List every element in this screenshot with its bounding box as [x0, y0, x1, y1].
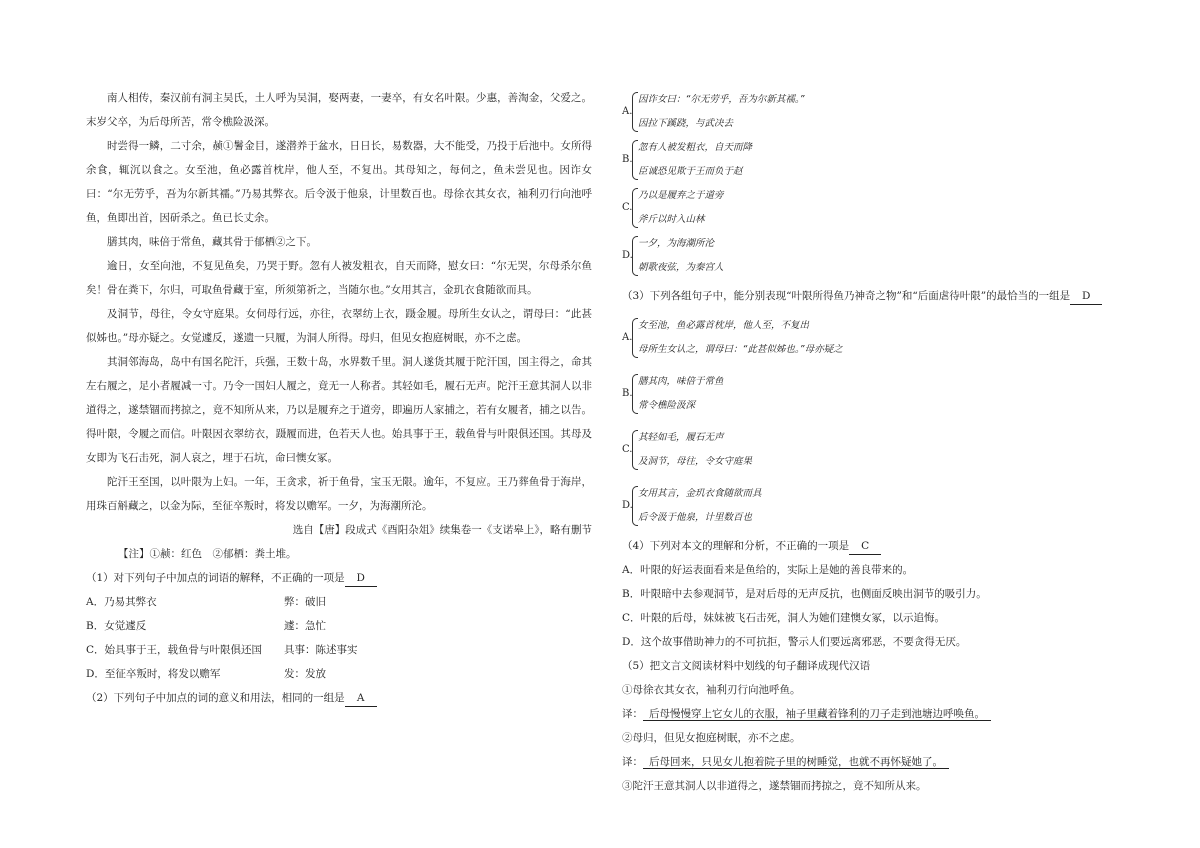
question-1-stem: （1）对下列句子中加点的词语的解释，不正确的一项是 D — [86, 566, 592, 590]
answer-blank: D — [345, 570, 377, 587]
question-1-option: A．乃易其弊衣 弊：破旧 — [86, 596, 326, 608]
question-5-stem: （5）把文言文阅读材料中划线的句子翻译成现代汉语 — [622, 660, 871, 672]
passage-paragraph: 南人相传，秦汉前有洞主吴氏，土人呼为吴洞，娶两妻，一妻卒，有女名叶限。少惠，善淘金，父爱之。末岁父卒，为后母所苦，常令樵险汲深。 — [86, 92, 592, 128]
question-4-option: C．叶限的后母，妹妹被飞石击死，洞人为她们建懊女冢，以示追悔。 — [622, 612, 946, 624]
source-citation: 选自【唐】段成式《酉阳杂俎》续集卷一《支诺皋上》，略有删节 — [292, 524, 592, 536]
question-1-option: C．始具事于王，载鱼骨与叶限俱还国 具事：陈述事实 — [86, 644, 358, 656]
question-3-option-group: D. 女用其言，金玑衣食随欲而具 后令汲于他泉，计里数百也 — [622, 482, 1134, 530]
question-3-option-group: A. 女至池，鱼必露首枕岸，他人至，不复出 母所生女认之，谓母曰：“此甚似姊也。”母亦疑之 — [622, 314, 1134, 362]
passage-paragraph: 逾日，女至向池，不复见鱼矣，乃哭于野。忽有人被发粗衣，自天而降，慰女曰：“尔无哭，尔母杀尔鱼矣！骨在粪下，尔归，可取鱼骨藏于室，所须第祈之，当随尔也。”女用其言，金玑衣食随欲而具。 — [86, 260, 592, 296]
answer-blank: A — [345, 690, 377, 707]
right-column — [622, 88, 1134, 798]
question-4-option: D．这个故事借助神力的不可抗拒，警示人们要远离邪恶，不要贪得无厌。 — [622, 636, 967, 648]
question-4-stem: （4）下列对本文的理解和分析，不正确的一项是 C — [622, 534, 1134, 558]
question-2-option-group: D. 一夕，为海潮所沦 朝歌夜弦，为秦宫人 — [622, 232, 1134, 280]
passage-paragraph: 膳其肉，味倍于常鱼，藏其骨于郁栖②之下。 — [107, 236, 317, 248]
left-column — [86, 86, 592, 710]
translation-answer: 译： 后母回来，只见女儿抱着院子里的树睡觉，也就不再怀疑她了。 — [622, 750, 1134, 774]
passage-paragraph: 时尝得一鳞，二寸余，赪①鬐金目，遂潜养于盆水，日日长，易数器，大不能受，乃投于后池中。女所得余食，辄沉以食之。女至池，鱼必露首枕岸，他人至，不复出。其母知之，每伺之，鱼未尝见也。因诈女曰：“尔无劳乎，吾为尔新其襦。”乃易其弊衣。后令汲于他泉，计里数百也。母徐衣其女衣，袖利刃行向池呼鱼，鱼即出首，因斫杀之。鱼已长丈余。 — [86, 140, 592, 224]
question-1-option: B．女觉遽反 遽：急忙 — [86, 620, 326, 632]
translation-sentence: ③陀汗王意其洞人以非道得之，遂禁锢而拷掠之，竟不知所从来。 — [622, 780, 927, 792]
answer-blank: D — [1070, 288, 1102, 305]
question-2-option-group: B. 忽有人被发粗衣，自天而降 臣诚恐见欺于王而负于赵 — [622, 136, 1134, 184]
annotation-note: 【注】①赪：红色 ②郁栖：粪土堆。 — [118, 548, 297, 560]
question-4-option: B．叶限暗中去参观洞节，是对后母的无声反抗，也侧面反映出洞节的吸引力。 — [622, 588, 987, 600]
translation-answer: 译： 后母慢慢穿上它女儿的衣服，袖子里藏着锋利的刀子走到池塘边呼唤鱼。 — [622, 702, 1134, 726]
question-4-option: A．叶限的好运表面看来是鱼给的，实际上是她的善良带来的。 — [622, 564, 914, 576]
question-3-option-group: C. 其轻如毛，履石无声 及洞节，母往，令女守庭果 — [622, 426, 1134, 474]
answer-blank: C — [849, 538, 881, 555]
question-2-option-group: C. 乃以是履弃之于道旁 斧斤以时入山林 — [622, 184, 1134, 232]
question-3-option-group: B. 膳其肉，味倍于常鱼 常令樵险汲深 — [622, 370, 1134, 418]
passage-paragraph: 陀汗王至国，以叶限为上妇。一年，王贪求，祈于鱼骨，宝玉无限。逾年，不复应。王乃葬鱼骨于海岸，用珠百斛藏之，以金为际，至征卒叛时，将发以赡军。一夕，为海潮所沦。 — [86, 476, 592, 512]
question-2-option-group: A. 因诈女曰：“尔无劳乎，吾为尔新其襦。” 因拉下蹊跷，与武决去 — [622, 88, 1134, 136]
question-2-stem: （2）下列句子中加点的词的意义和用法，相同的一组是 A — [86, 686, 592, 710]
translation-sentence: ①母徐衣其女衣，袖利刃行向池呼鱼。 — [622, 684, 801, 696]
question-3-stem: （3）下列各组句子中，能分别表现“叶限所得鱼乃神奇之物”和“后面虐待叶限”的最恰当的一组是 D — [622, 284, 1134, 308]
passage-paragraph: 及洞节，母往，令女守庭果。女伺母行远，亦往，衣翠纺上衣，蹑金履。母所生女认之，谓母曰：“此甚似姊也。”母亦疑之。女觉遽反，遂遗一只履，为洞人所得。母归，但见女抱庭树眠，亦不之虑。 — [86, 308, 592, 344]
question-1-option: D．至征卒叛时，将发以赡军 发：发放 — [86, 668, 326, 680]
translation-sentence: ②母归，但见女抱庭树眠，亦不之虑。 — [622, 732, 801, 744]
passage-paragraph: 其洞邻海岛，岛中有国名陀汗，兵强，王数十岛，水界数千里。洞人遂货其履于陀汗国，国主得之，命其左右履之，足小者履减一寸。乃令一国妇人履之，竟无一人称者。其轻如毛，履石无声。陀汗王意其洞人以非道得之，遂禁锢而拷掠之，竟不知所从来，乃以是履弃之于道旁，即遍历人家捕之，若有女履者，捕之以告。得叶限，令履之而信。叶限因衣翠纺衣，蹑履而进，色若天人也。始具事于王，载鱼骨与叶限俱还国。其母及女即为飞石击死，洞人哀之，埋于石坑，命曰懊女冢。 — [86, 356, 592, 464]
